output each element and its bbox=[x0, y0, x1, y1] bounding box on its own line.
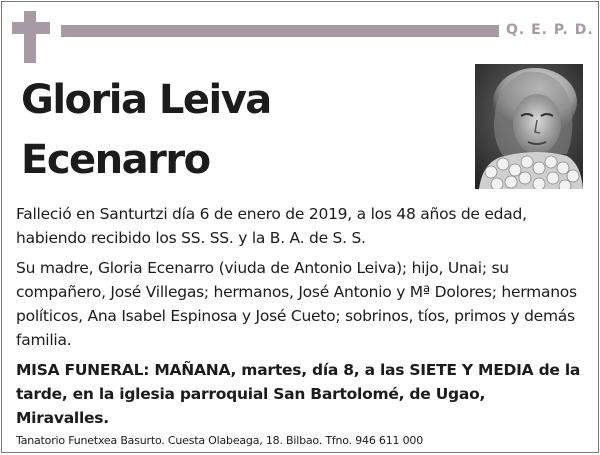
deceased-last-name: Ecenarro bbox=[21, 137, 210, 183]
family-paragraph: Su madre, Gloria Ecenarro (viuda de Antonio Leiva); hijo, Unai; su compañero, José Villegas; hermanos, José Antonio y Mª Dolores; hermanos políticos, Ana Isabel Espinosa y José Cueto; sobrinos, tíos, primos y demás familia. bbox=[16, 259, 577, 349]
portrait-photo bbox=[475, 64, 583, 189]
death-notice-paragraph: Falleció en Santurtzi día 6 de enero de 2019, a los 48 años de edad, habiendo recibido los SS. SS. y la B. A. de S. S. bbox=[16, 205, 527, 247]
funeral-home-footer: Tanatorio Funetxea Basurto. Cuesta Olabeaga, 18. Bilbao. Tfno. 946 611 000 bbox=[16, 434, 424, 447]
announcement-body bbox=[16, 202, 582, 436]
deceased-first-name: Gloria Leiva bbox=[21, 77, 271, 123]
funeral-mass-paragraph: MISA FUNERAL: MAÑANA, martes, día 8, a las SIETE Y MEDIA de la tarde, en la iglesia parroquial San Bartolomé, de Ugao, Miravalles. bbox=[16, 361, 581, 427]
qepd-badge: Q. E. P. D. bbox=[506, 22, 594, 38]
header-divider-bar bbox=[61, 25, 499, 37]
cross-icon bbox=[24, 11, 36, 63]
obituary-card bbox=[1, 1, 599, 453]
deceased-name bbox=[21, 70, 271, 190]
cross-icon-arm bbox=[12, 22, 50, 34]
